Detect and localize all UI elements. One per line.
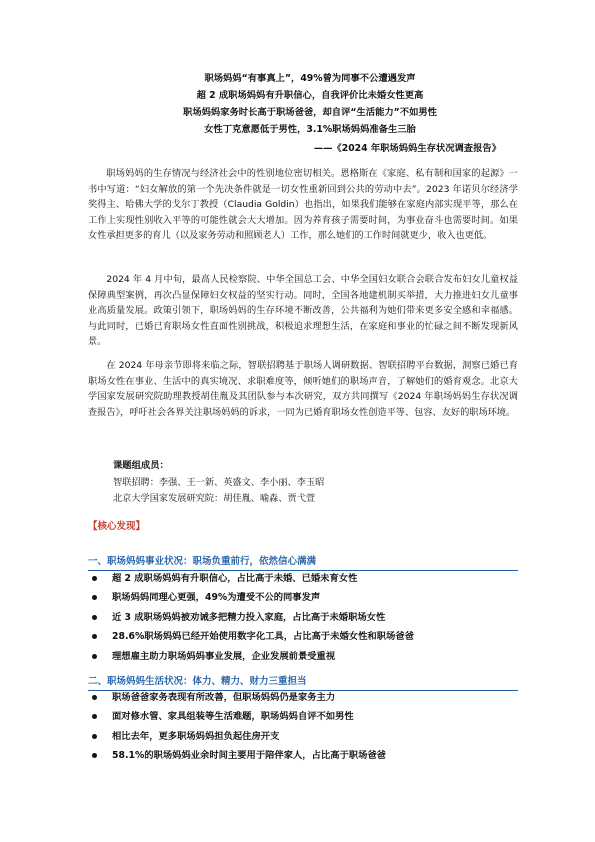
members-title: 课题组成员： [113, 460, 169, 471]
list-item: 面对修水管、家具组装等生活难题，职场妈妈自评不如男性 [92, 707, 386, 726]
list-item: 职场妈妈同理心更强，49%为遭受不公的同事发声 [92, 588, 414, 607]
members-zhilian: 智联招聘：李强、王一新、英盛文、李小丽、李玉昭 [113, 477, 325, 488]
bullet-icon [92, 753, 97, 758]
section-career-title: 一、职场妈妈事业状况：职场负重前行，依然信心满满 [88, 553, 518, 571]
list-item: 职场爸爸家务表现有所改善，但职场妈妈仍是家务主力 [92, 688, 386, 707]
intro-paragraph-2: 2024 年 4 月中旬，最高人民检察院、中华全国总工会、中华全国妇女联合会联合发布妇女儿童权益保障典型案例，再次凸显保障妇女权益的坚实行动。同时，全国各地建机制买举措，大力推进妇女儿童事业高质量发展。政策引领下，职场妈妈的生存环境不断改善，公共福利为她们带来更多安全感和幸福感。与此同时，已婚已育职场女性直面性别挑战，积极追求理想生活，在家庭和事业的忙碌之间不断发现新风景。 [88, 274, 518, 347]
list-item: 近 3 成职场妈妈被劝诫多把精力投入家庭，占比高于未婚职场女性 [92, 608, 414, 627]
headline-2: 超 2 成职场妈妈有升职信心，自我评价比未婚女性更高 [196, 90, 424, 101]
section-life-title: 二、职场妈妈生活状况：体力、精力、财力三重担当 [88, 673, 518, 691]
intro-paragraph-3: 在 2024 年母亲节即将来临之际，智联招聘基于职场人调研数据、智联招聘平台数据，洞察已婚已育职场女性在事业、生活中的真实境况、求职难度等，倾听她们的职场声音，了解她们的婚育观念。北京大学国家发展研究院助理教授胡佳胤及其团队参与本次研究，双方共同撰写《2024 年职场妈妈生存状况调查报告》，呼吁社会各界关注职场妈妈的诉求，一同为已婚育职场女性创造平等、包容、友好的职场环境。 [88, 360, 518, 418]
members-pku: 北京大学国家发展研究院：胡佳胤、喻淼、贾弋萱 [113, 493, 316, 504]
bullet-icon [92, 714, 97, 719]
list-item: 超 2 成职场妈妈有升职信心，占比高于未婚、已婚未育女性 [92, 569, 414, 588]
list-item: 28.6%职场妈妈已经开始使用数字化工具，占比高于未婚女性和职场爸爸 [92, 627, 414, 646]
core-findings-tag: 【核心发现】 [88, 521, 146, 532]
list-item: 58.1%的职场妈妈业余时间主要用于陪伴家人，占比高于职场爸爸 [92, 746, 386, 765]
list-item: 相比去年，更多职场妈妈担负起住房开支 [92, 727, 386, 746]
bullet-icon [92, 615, 97, 620]
bullet-icon [92, 654, 97, 659]
bullet-icon [92, 634, 97, 639]
report-source: ——《2024 年职场妈妈生存状况调查报告》 [313, 143, 501, 154]
bullet-icon [92, 595, 97, 600]
bullet-icon [92, 695, 97, 700]
headline-4: 女性丁克意愿低于男性，3.1%职场妈妈准备生三胎 [204, 124, 416, 135]
headline-1: 职场妈妈“有事真上”，49%曾为同事不公遭遇发声 [204, 73, 416, 84]
headline-3: 职场妈妈家务时长高于职场爸爸，却自评“生活能力”不如男性 [183, 107, 437, 118]
intro-paragraph-1: 职场妈妈的生存情况与经济社会中的性别地位密切相关。恩格斯在《家庭、私有制和国家的起源》一书中写道：“妇女解放的第一个先决条件就是一切女性重新回到公共的劳动中去”。2023 年诺贝尔经济学奖得主、哈佛大学的戈尔丁教授（Claudia Goldin）也指出，如果我们能够在家庭内部实现平等，那么在工作上实现性别收入平等的可能性就会大大增加。因为养育孩子需要时间，为事业奋斗也需要时间。如果女性承担更多的育儿（以及家务劳动和照顾老人）工作，那么她们的工作时间就更少，收入也更低。 [88, 168, 518, 241]
section-life-list [92, 688, 386, 766]
section-career-list [92, 569, 414, 666]
bullet-icon [92, 576, 97, 581]
bullet-icon [92, 734, 97, 739]
list-item: 理想雇主助力职场妈妈事业发展，企业发展前景受重视 [92, 647, 414, 666]
